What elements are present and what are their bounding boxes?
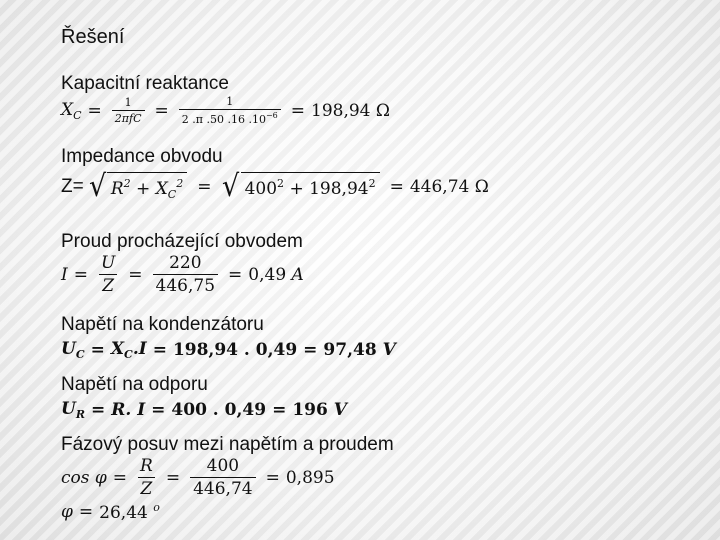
symbol-i: I bbox=[61, 264, 68, 285]
result-z: 446,74 Ω bbox=[409, 177, 489, 197]
result-i: 0,49 A bbox=[248, 264, 304, 285]
section-impedance bbox=[61, 146, 489, 202]
result-ur: 196 V bbox=[292, 400, 347, 420]
equation-z: Z= √ $R^2 + X_C^2$ = √ $400^2 + 198,94^2$ = 446,74 Ω bbox=[61, 169, 489, 204]
equation-phi: φ = 26,44 $^o$ bbox=[61, 501, 160, 523]
sqrt-formula: √ $R^2 + X_C^2$ bbox=[88, 172, 188, 202]
slide-title: Řešení bbox=[61, 26, 125, 48]
fraction-i-values: $\frac{220}{446,75}$ bbox=[153, 253, 218, 296]
sqrt-values: √ $400^2 + 198,94^2$ bbox=[221, 172, 379, 202]
result-cos-phi: 0,895 bbox=[285, 467, 335, 488]
heading-capacitive-reactance: Kapacitní reaktance bbox=[61, 73, 229, 94]
section-capacitor-voltage bbox=[61, 314, 396, 361]
fraction-i-formula: $\frac{U}{Z}$ bbox=[100, 253, 116, 296]
heading-phase-shift: Fázový posuv mezi napětím a proudem bbox=[61, 434, 394, 455]
fraction-xc-values: $\frac{1}{2 .\pi .50 .16 .10^{-6}}$ bbox=[179, 95, 281, 126]
symbol-z: Z= bbox=[61, 176, 84, 197]
section-resistor-voltage bbox=[61, 374, 347, 421]
section-current bbox=[61, 231, 304, 296]
result-phi: 26,44 $^o$ bbox=[99, 501, 160, 523]
section-phase-shift bbox=[61, 434, 394, 523]
section-capacitive-reactance bbox=[61, 73, 390, 126]
fraction-xc-formula: $\frac{1}{\text{2πfC}}$ bbox=[112, 96, 145, 125]
heading-resistor-voltage: Napětí na odporu bbox=[61, 374, 208, 395]
heading-capacitor-voltage: Napětí na kondenzátoru bbox=[61, 314, 264, 335]
result-xc: 198,94 Ω bbox=[311, 100, 390, 121]
equation-xc: $X_C$ = $\frac{1}{\text{2πfC}}$ = $\frac{1}{2 .\pi .50 .16 .10^{-6}}$ = 198,94 Ω bbox=[61, 95, 390, 126]
equation-uc: $U_C$ = $X_C.I$ = 198,94 . 0,49 = 97,48 V bbox=[61, 339, 396, 361]
fraction-phi-values: $\frac{400}{446,74}$ bbox=[190, 456, 255, 499]
result-uc: 97,48 V bbox=[323, 340, 396, 360]
symbol-xc: $X_C$ bbox=[61, 99, 82, 122]
equation-cos-phi: cos φ = $\frac{R}{Z}$ = $\frac{400}{446,74}$ = 0,895 bbox=[61, 456, 335, 499]
heading-impedance: Impedance obvodu bbox=[61, 146, 223, 167]
heading-current: Proud procházející obvodem bbox=[61, 231, 303, 252]
fraction-phi-formula: $\frac{R}{Z}$ bbox=[137, 456, 156, 499]
equation-ur: $U_R$ = R. I = 400 . 0,49 = 196 V bbox=[61, 399, 347, 421]
equation-i: I = $\frac{U}{Z}$ = $\frac{220}{446,75}$ = 0,49 A bbox=[61, 253, 304, 296]
